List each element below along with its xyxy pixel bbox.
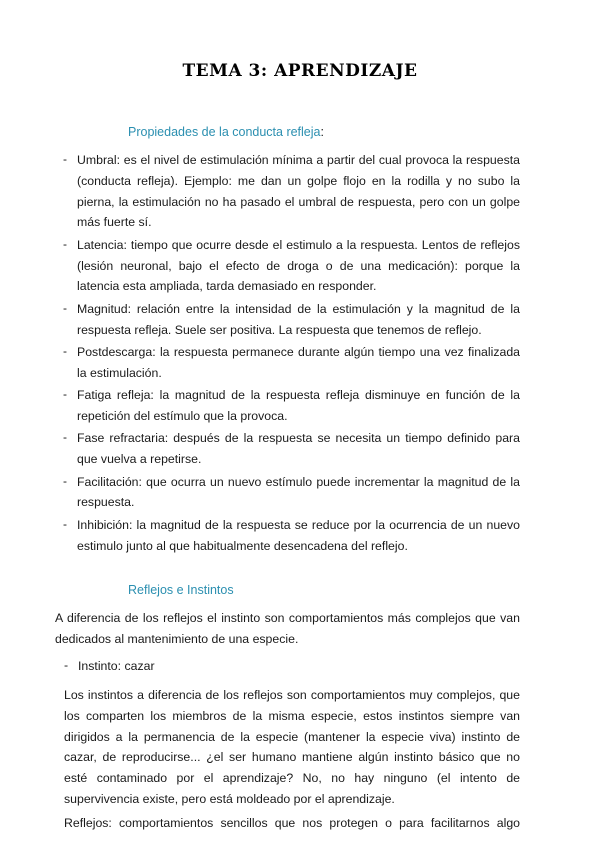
list-item <box>0 385 600 427</box>
list-item-text: Facilitación: que ocurra un nuevo estímulo puede incrementar la magnitud de la respuesta. <box>77 474 520 510</box>
dash-bullet: - <box>64 658 69 672</box>
section-heading-reflejos-instintos: Reflejos e Instintos <box>128 583 234 597</box>
instinct-bullet <box>64 656 155 677</box>
list-item <box>0 150 600 233</box>
list-item <box>0 299 600 341</box>
intro-paragraph: A diferencia de los reflejos el instinto son comportamientos más complejos que van dedicados al mantenimiento de una especie. <box>55 611 520 646</box>
dash-bullet: - <box>63 473 67 488</box>
section-heading-conducta-refleja <box>128 125 324 139</box>
list-item <box>0 515 600 557</box>
list-item <box>0 235 600 297</box>
list-item-text: Inhibición: la magnitud de la respuesta se reduce por la ocurrencia de un nuevo estimulo junto al que habitualmente desencadena del reflejo. <box>77 517 520 553</box>
dash-bullet: - <box>63 236 67 251</box>
list-item <box>0 428 600 470</box>
reflexes-paragraph: Reflejos: comportamientos sencillos que nos protegen o para facilitarnos algo <box>64 816 520 830</box>
instincts-paragraph: Los instintos a diferencia de los reflejos son comportamientos muy complejos, que los comparten los miembros de la misma especie, estos instintos siempre van dirigidos a la permanencia de la especie (mantener la especie viva) instinto de cazar, de reproducirse... ¿el ser humano mantiene algún instinto básico que no esté contaminado por el aprendizaje? No, no hay ninguno (el intento de supervivencia existe, pero está moldeado por el aprendizaje. <box>64 688 520 806</box>
list-item-text: Fase refractaria: después de la respuesta se necesita un tiempo definido para que vuelva a repetirse. <box>77 431 520 467</box>
instinct-bullet-text: Instinto: cazar <box>78 659 155 673</box>
page-title: TEMA 3: APRENDIZAJE <box>182 61 418 81</box>
reflex-properties-list <box>0 150 600 558</box>
dash-bullet: - <box>63 343 67 358</box>
section-heading-text: Propiedades de la conducta refleja <box>128 125 321 139</box>
dash-bullet: - <box>63 516 67 531</box>
list-item <box>0 342 600 384</box>
list-item-text: Latencia: tiempo que ocurre desde el estimulo a la respuesta. Lentos de reflejos (lesión neuronal, bajo el efecto de droga o de una medicación): porque la latencia esta ampliada, tarda demasiado en responder. <box>77 237 520 294</box>
dash-bullet: - <box>63 430 67 445</box>
list-item <box>0 472 600 514</box>
dash-bullet: - <box>63 387 67 402</box>
list-item-text: Fatiga refleja: la magnitud de la respuesta refleja disminuye en función de la repetición del estímulo que la provoca. <box>77 388 520 423</box>
dash-bullet: - <box>63 152 67 166</box>
section-heading-colon: : <box>320 125 324 139</box>
list-item-text: Postdescarga: la respuesta permanece durante algún tiempo una vez finalizada la estimulación. <box>77 344 520 380</box>
list-item-text: Umbral: es el nivel de estimulación mínima a partir del cual provoca la respuesta (conducta refleja). Ejemplo: me dan un golpe flojo en la rodilla y no subo la pierna, la estimulación no ha pasado el umbral de respuesta, pero con un golpe más fuerte sí. <box>77 153 520 230</box>
list-item-text: Magnitud: relación entre la intensidad de la estimulación y la magnitud de la respuesta refleja. Suele ser positiva. La respuesta que tenemos de reflejo. <box>77 301 520 337</box>
dash-bullet: - <box>63 300 67 315</box>
